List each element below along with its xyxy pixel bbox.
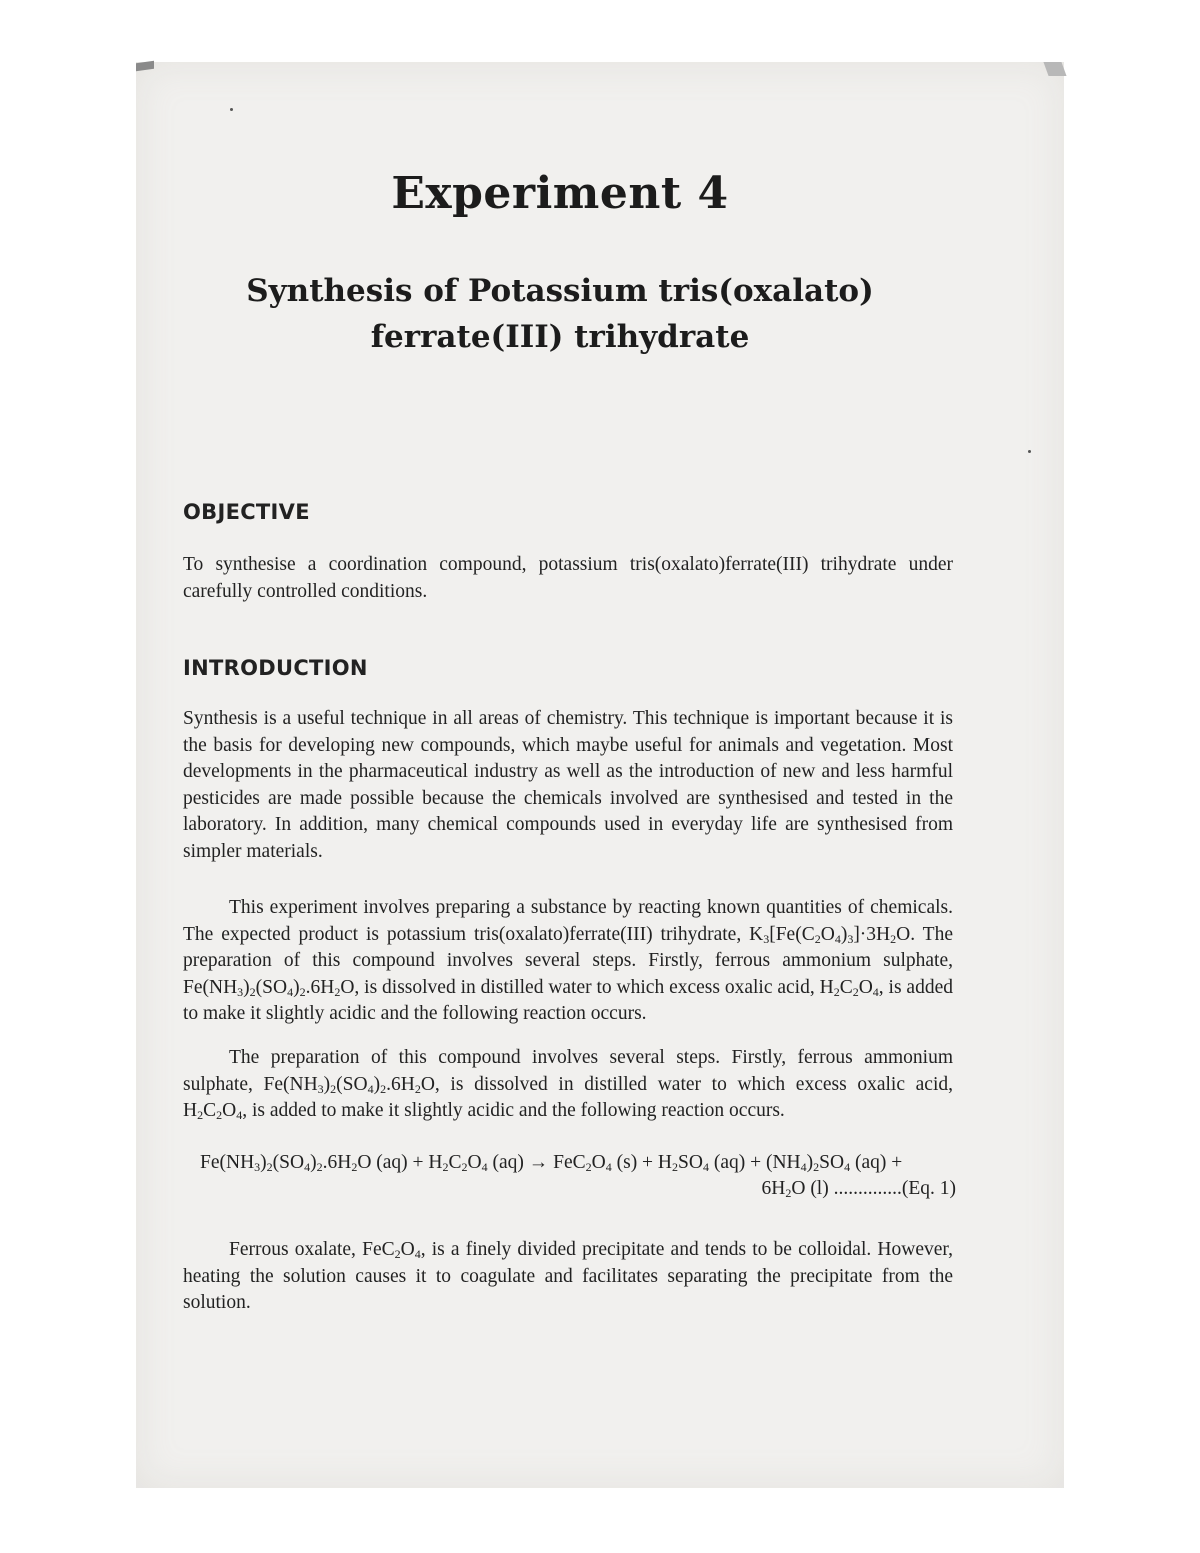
introduction-heading: INTRODUCTION (183, 656, 368, 680)
speck (230, 108, 233, 111)
intro-paragraph-2: This experiment involves preparing a substance by reacting known quantities of chemicals. The expected product is potassium tris(oxalato)ferrate(III) trihydrate, $K_3[Fe(C_2O_4)_3]\cdot 3H_2O$. The preparation of this compound involves several steps. Firstly, ferrous ammonium sulphate, $Fe(NH_3)_2(SO_4)_2.6H_2O$, is dissolved in distilled water to which excess oxalic acid, $H_2C_2O_4$, is added to make it slightly acidic and the following reaction occurs. (183, 897, 953, 1024)
subtitle-line: ferrate(III) trihydrate (370, 319, 750, 355)
reaction-equation (200, 1150, 956, 1202)
speck (1028, 450, 1031, 453)
experiment-title: Experiment 4 (391, 168, 729, 219)
equation-line: $6H_2O$ (l) ..............(Eq. 1) (761, 1178, 956, 1200)
objective-heading: OBJECTIVE (183, 500, 310, 524)
equation-line: $Fe(NH_3)_2(SO_4)_2.6H_2O$ $(aq) + H_2C_2O_4$ $(aq) \to FeC_2O_4$ $(s) + H_2SO_4$ $(aq) + (NH_4)_2SO_4$ (aq) + (200, 1152, 903, 1174)
subtitle-line: Synthesis of Potassium tris(oxalato) (246, 273, 874, 309)
experiment-subtitle (180, 268, 940, 360)
objective-text: To synthesise a coordination compound, potassium tris(oxalato)ferrate(III) trihydrate under carefully controlled conditions. (183, 554, 953, 602)
intro-paragraph-1: Synthesis is a useful technique in all areas of chemistry. This technique is important because it is the basis for developing new compounds, which maybe useful for animals and vegetation. Most developments in the pharmaceutical industry as well as the introduction of new and less harmful pesticides are made possible because the chemicals involved are synthesised and tested in the laboratory. In addition, many chemical compounds used in everyday life are synthesised from simpler materials. (183, 708, 953, 862)
intro-paragraph-3: The preparation of this compound involves several steps. Firstly, ferrous ammonium sulphate, $Fe(NH_3)_2(SO_4)_2.6H_2O$, is dissolved in distilled water to which excess oxalic acid, $H_2C_2O_4$, is added to make it slightly acidic and the following reaction occurs. (183, 1047, 953, 1122)
intro-paragraph-4: Ferrous oxalate, $FeC_2O_4$, is a finely divided precipitate and tends to be colloidal. However, heating the solution causes it to coagulate and facilitates separating the precipitate from the solution. (183, 1239, 953, 1313)
